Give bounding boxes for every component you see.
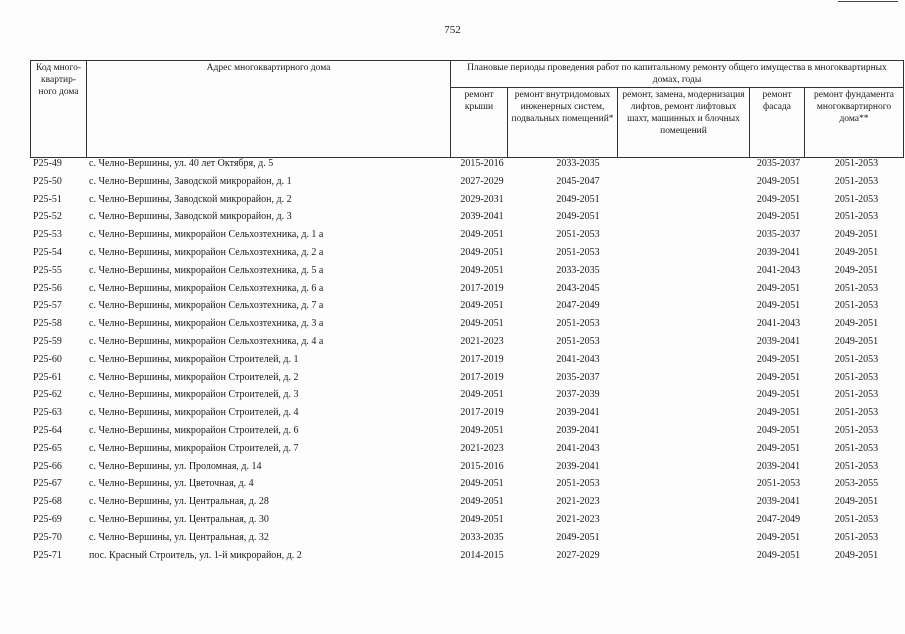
- cell-address: с. Челно-Вершины, микрорайон Сельхозтехника, д. 1 а: [89, 229, 324, 241]
- cell-code: P25-55: [33, 264, 62, 276]
- cell-facade: 2041-2043: [756, 264, 801, 276]
- cell-eng: 2043-2045: [556, 282, 600, 294]
- header-address: Адрес многоквартирного дома: [87, 61, 451, 158]
- cell-foundation: 2051-2053: [834, 300, 879, 312]
- table-row: [30, 531, 905, 549]
- cell-foundation: 2051-2053: [834, 389, 879, 401]
- cell-facade: 2049-2051: [756, 424, 801, 436]
- cell-eng: 2049-2051: [556, 193, 600, 205]
- table-row: [30, 495, 905, 513]
- cell-facade: 2039-2041: [756, 460, 801, 472]
- cell-roof: 2014-2015: [460, 549, 504, 561]
- cell-roof: 2049-2051: [460, 246, 504, 258]
- table-row: [30, 157, 905, 175]
- cell-foundation: 2051-2053: [834, 175, 879, 187]
- header-code: Код много-квартир-ного дома: [31, 61, 87, 158]
- cell-facade: 2051-2053: [756, 478, 801, 490]
- cell-foundation: 2053-2055: [834, 478, 879, 490]
- cell-address: с. Челно-Вершины, микрорайон Сельхозтехника, д. 2 а: [89, 246, 324, 258]
- cell-eng: 2051-2053: [556, 246, 600, 258]
- table-row: [30, 317, 905, 335]
- cell-eng: 2049-2051: [556, 531, 600, 543]
- cell-roof: 2021-2023: [460, 442, 504, 454]
- cell-foundation: 2051-2053: [834, 513, 879, 525]
- cell-code: P25-50: [33, 175, 62, 187]
- cell-eng: 2027-2029: [556, 549, 600, 561]
- cell-code: P25-63: [33, 407, 62, 419]
- cell-roof: 2049-2051: [460, 496, 504, 508]
- table-row: [30, 442, 905, 460]
- cell-foundation: 2049-2051: [834, 229, 879, 241]
- table-row: [30, 228, 905, 246]
- cell-facade: 2049-2051: [756, 442, 801, 454]
- table-row: [30, 299, 905, 317]
- cell-roof: 2017-2019: [460, 371, 504, 383]
- cell-foundation: 2049-2051: [834, 496, 879, 508]
- table-row: [30, 282, 905, 300]
- cell-address: с. Челно-Вершины, микрорайон Сельхозтехника, д. 4 а: [89, 335, 324, 347]
- cell-foundation: 2051-2053: [834, 158, 879, 169]
- cell-eng: 2051-2053: [556, 335, 600, 347]
- cell-roof: 2039-2041: [460, 211, 504, 223]
- cell-facade: 2049-2051: [756, 193, 801, 205]
- cell-eng: 2021-2023: [556, 496, 600, 508]
- cell-code: P25-61: [33, 371, 62, 383]
- cell-foundation: 2051-2053: [834, 460, 879, 472]
- header-facade: ремонт фасада: [750, 88, 805, 158]
- cell-roof: 2015-2016: [460, 460, 504, 472]
- cell-roof: 2017-2019: [460, 407, 504, 419]
- cell-facade: 2049-2051: [756, 175, 801, 187]
- header-engineering: ремонт внутридомовых инженерных систем, подвальных помещений*: [508, 88, 618, 158]
- cell-eng: 2039-2041: [556, 460, 600, 472]
- cell-eng: 2051-2053: [556, 478, 600, 490]
- table-row: [30, 460, 905, 478]
- table-row: [30, 388, 905, 406]
- table-row: [30, 335, 905, 353]
- cell-code: P25-64: [33, 424, 62, 436]
- cell-roof: 2015-2016: [460, 158, 504, 169]
- cell-address: с. Челно-Вершины, микрорайон Сельхозтехника, д. 3 а: [89, 318, 324, 330]
- table-header: [30, 60, 904, 158]
- table-row: [30, 175, 905, 193]
- cell-code: P25-49: [33, 158, 62, 169]
- cell-eng: 2047-2049: [556, 300, 600, 312]
- cell-foundation: 2049-2051: [834, 264, 879, 276]
- cell-facade: 2039-2041: [756, 496, 801, 508]
- cell-code: P25-53: [33, 229, 62, 241]
- cell-facade: 2049-2051: [756, 407, 801, 419]
- cell-address: с. Челно-Вершины, микрорайон Строителей, д. 6: [89, 424, 299, 436]
- cell-eng: 2045-2047: [556, 175, 600, 187]
- header-elevators: ремонт, замена, модернизация лифтов, ремонт лифтовых шахт, машинных и блочных помещений: [618, 88, 750, 158]
- cell-foundation: 2051-2053: [834, 407, 879, 419]
- table-row: [30, 264, 905, 282]
- cell-eng: 2051-2053: [556, 318, 600, 330]
- cell-eng: 2049-2051: [556, 211, 600, 223]
- cell-address: с. Челно-Вершины, микрорайон Строителей, д. 4: [89, 407, 299, 419]
- table-row: [30, 210, 905, 228]
- cell-roof: 2049-2051: [460, 513, 504, 525]
- cell-address: с. Челно-Вершины, микрорайон Строителей, д. 2: [89, 371, 299, 383]
- header-foundation: ремонт фундамента многоквартирного дома**: [805, 88, 904, 158]
- table-row: [30, 406, 905, 424]
- cell-roof: 2049-2051: [460, 229, 504, 241]
- table-row: [30, 246, 905, 264]
- corner-line: [838, 1, 898, 2]
- cell-foundation: 2049-2051: [834, 335, 879, 347]
- cell-roof: 2049-2051: [460, 478, 504, 490]
- cell-roof: 2049-2051: [460, 318, 504, 330]
- cell-eng: 2039-2041: [556, 407, 600, 419]
- cell-address: с. Челно-Вершины, ул. Центральная, д. 32: [89, 531, 269, 543]
- cell-code: P25-71: [33, 549, 62, 561]
- cell-address: с. Челно-Вершины, ул. 40 лет Октября, д. 5: [89, 158, 274, 169]
- cell-eng: 2037-2039: [556, 389, 600, 401]
- cell-foundation: 2051-2053: [834, 211, 879, 223]
- cell-eng: 2033-2035: [556, 158, 600, 169]
- cell-foundation: 2049-2051: [834, 549, 879, 561]
- cell-foundation: 2049-2051: [834, 246, 879, 258]
- cell-address: пос. Красный Строитель, ул. 1-й микрорайон, д. 2: [89, 549, 302, 561]
- cell-roof: 2033-2035: [460, 531, 504, 543]
- cell-code: P25-65: [33, 442, 62, 454]
- cell-facade: 2039-2041: [756, 246, 801, 258]
- table-row: [30, 549, 905, 567]
- cell-eng: 2033-2035: [556, 264, 600, 276]
- cell-code: P25-68: [33, 496, 62, 508]
- cell-code: P25-67: [33, 478, 62, 490]
- cell-address: с. Челно-Вершины, микрорайон Строителей, д. 7: [89, 442, 299, 454]
- cell-foundation: 2051-2053: [834, 282, 879, 294]
- cell-address: с. Челно-Вершины, микрорайон Строителей, д. 3: [89, 389, 299, 401]
- cell-roof: 2027-2029: [460, 175, 504, 187]
- cell-address: с. Челно-Вершины, ул. Проломная, д. 14: [89, 460, 262, 472]
- cell-facade: 2049-2051: [756, 549, 801, 561]
- cell-foundation: 2051-2053: [834, 353, 879, 365]
- cell-roof: 2049-2051: [460, 264, 504, 276]
- cell-facade: 2049-2051: [756, 353, 801, 365]
- header-periods: Плановые периоды проведения работ по капитальному ремонту общего имущества в многоквартирных домах, годы: [451, 61, 904, 88]
- cell-code: P25-69: [33, 513, 62, 525]
- cell-eng: 2039-2041: [556, 424, 600, 436]
- cell-address: с. Челно-Вершины, Заводской микрорайон, д. 1: [89, 175, 292, 187]
- cell-roof: 2021-2023: [460, 335, 504, 347]
- cell-roof: 2049-2051: [460, 424, 504, 436]
- cell-facade: 2041-2043: [756, 318, 801, 330]
- cell-facade: 2049-2051: [756, 300, 801, 312]
- cell-roof: 2017-2019: [460, 353, 504, 365]
- cell-roof: 2029-2031: [460, 193, 504, 205]
- cell-code: P25-51: [33, 193, 62, 205]
- cell-code: P25-66: [33, 460, 62, 472]
- table-row: [30, 193, 905, 211]
- header-roof: ремонт крыши: [451, 88, 508, 158]
- cell-roof: 2017-2019: [460, 282, 504, 294]
- cell-facade: 2049-2051: [756, 211, 801, 223]
- cell-facade: 2035-2037: [756, 229, 801, 241]
- cell-eng: 2041-2043: [556, 442, 600, 454]
- cell-foundation: 2051-2053: [834, 424, 879, 436]
- cell-code: P25-60: [33, 353, 62, 365]
- cell-foundation: 2051-2053: [834, 531, 879, 543]
- cell-foundation: 2051-2053: [834, 442, 879, 454]
- cell-address: с. Челно-Вершины, микрорайон Сельхозтехника, д. 6 а: [89, 282, 324, 294]
- page-number: 752: [444, 24, 461, 36]
- cell-facade: 2049-2051: [756, 371, 801, 383]
- cell-address: с. Челно-Вершины, ул. Центральная, д. 28: [89, 496, 269, 508]
- table-row: [30, 477, 905, 495]
- cell-facade: 2049-2051: [756, 282, 801, 294]
- cell-address: с. Челно-Вершины, микрорайон Сельхозтехника, д. 5 а: [89, 264, 324, 276]
- cell-address: с. Челно-Вершины, ул. Центральная, д. 30: [89, 513, 269, 525]
- table-row: [30, 371, 905, 389]
- cell-facade: 2049-2051: [756, 531, 801, 543]
- cell-code: P25-62: [33, 389, 62, 401]
- cell-address: с. Челно-Вершины, ул. Цветочная, д. 4: [89, 478, 254, 490]
- cell-code: P25-57: [33, 300, 62, 312]
- table-row: [30, 424, 905, 442]
- cell-address: с. Челно-Вершины, микрорайон Сельхозтехника, д. 7 а: [89, 300, 324, 312]
- cell-foundation: 2051-2053: [834, 193, 879, 205]
- table-row: [30, 513, 905, 531]
- cell-code: P25-54: [33, 246, 62, 258]
- cell-code: P25-70: [33, 531, 62, 543]
- cell-facade: 2039-2041: [756, 335, 801, 347]
- cell-code: P25-52: [33, 211, 62, 223]
- cell-code: P25-56: [33, 282, 62, 294]
- cell-facade: 2047-2049: [756, 513, 801, 525]
- cell-roof: 2049-2051: [460, 300, 504, 312]
- cell-foundation: 2049-2051: [834, 318, 879, 330]
- cell-code: P25-58: [33, 318, 62, 330]
- cell-eng: 2035-2037: [556, 371, 600, 383]
- cell-facade: 2035-2037: [756, 158, 801, 169]
- cell-code: P25-59: [33, 335, 62, 347]
- cell-facade: 2049-2051: [756, 389, 801, 401]
- cell-address: с. Челно-Вершины, Заводской микрорайон, д. 2: [89, 193, 292, 205]
- cell-roof: 2049-2051: [460, 389, 504, 401]
- cell-eng: 2041-2043: [556, 353, 600, 365]
- table-body: [30, 157, 905, 566]
- cell-address: с. Челно-Вершины, микрорайон Строителей, д. 1: [89, 353, 299, 365]
- cell-eng: 2021-2023: [556, 513, 600, 525]
- table-row: [30, 353, 905, 371]
- cell-address: с. Челно-Вершины, Заводской микрорайон, д. 3: [89, 211, 292, 223]
- cell-eng: 2051-2053: [556, 229, 600, 241]
- cell-foundation: 2051-2053: [834, 371, 879, 383]
